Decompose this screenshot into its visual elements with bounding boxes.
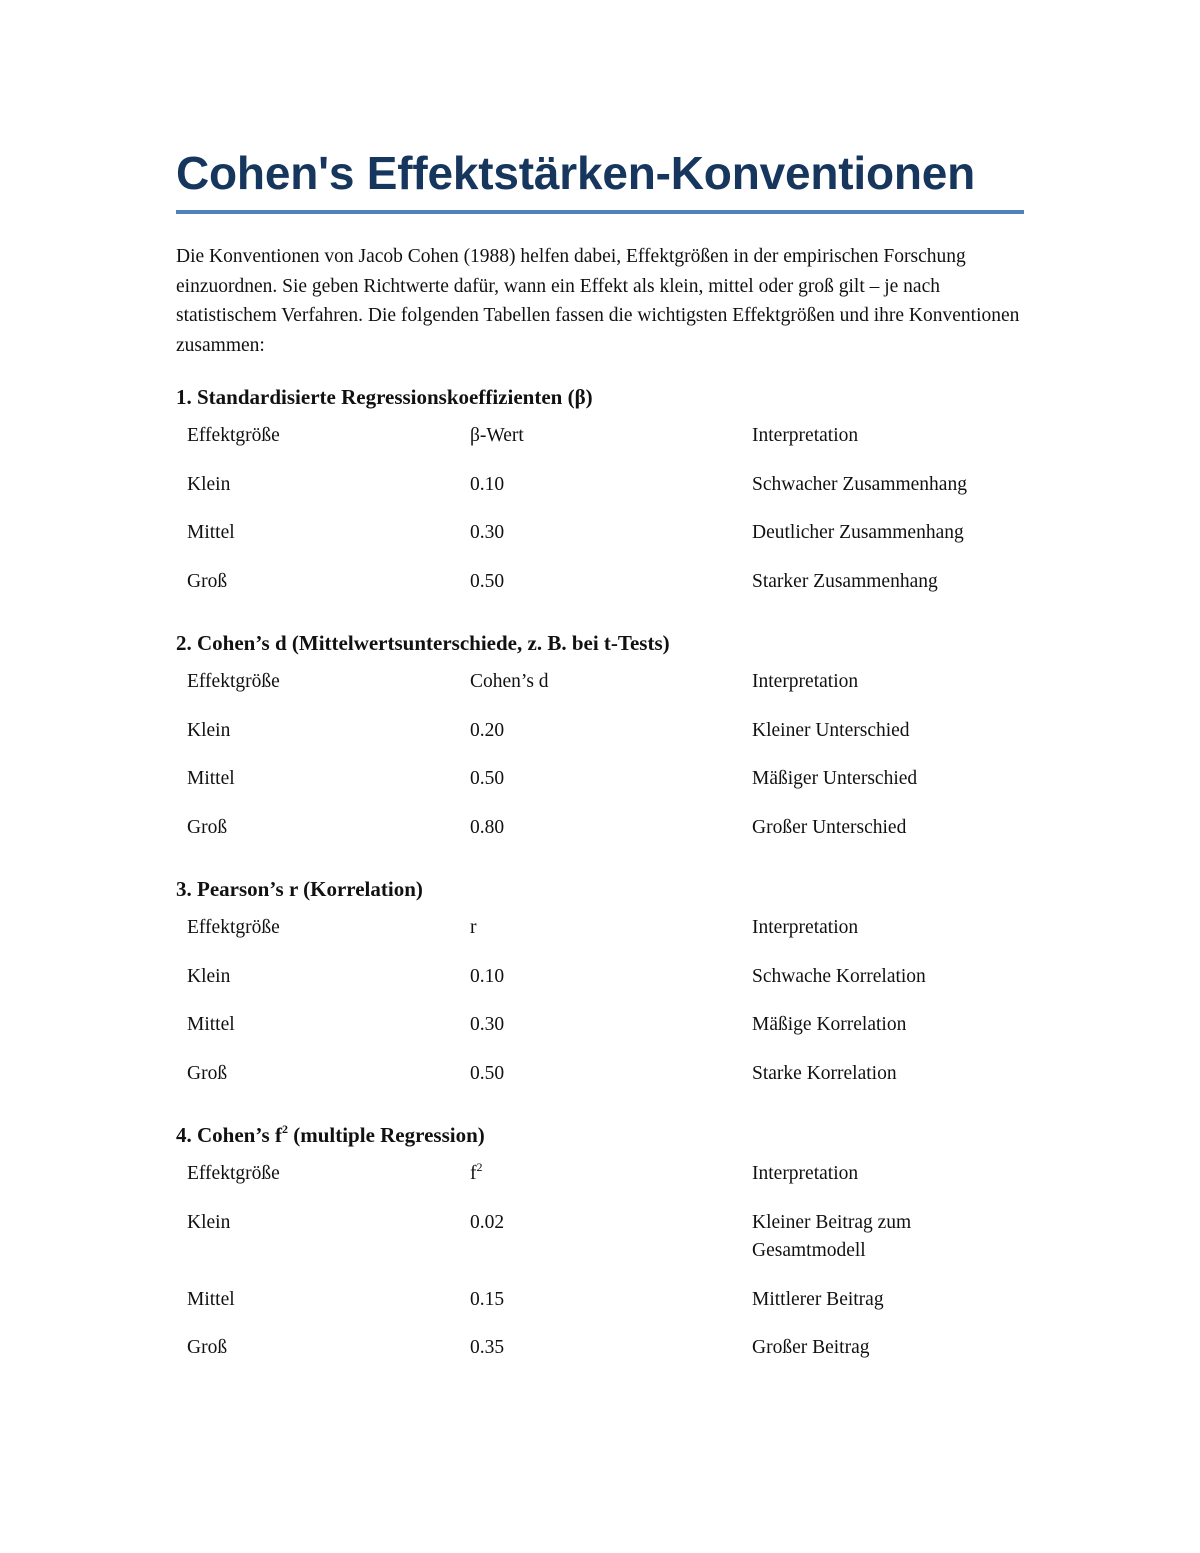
table-cell: Klein: [187, 719, 231, 741]
table-row: [176, 1334, 1024, 1383]
superscript-2: 2: [281, 1122, 288, 1136]
table-cell: Groß: [187, 816, 228, 838]
table-cell: Starke Korrelation: [752, 1062, 897, 1084]
table-row: [176, 765, 1024, 814]
table-cell: Deutlicher Zusammenhang: [752, 522, 964, 543]
table-cell: Schwache Korrelation: [752, 965, 926, 987]
table-cell: Kleiner Unterschied: [752, 719, 910, 741]
section-heading: [176, 1120, 1024, 1150]
table-row: [176, 471, 1024, 520]
table-cell: Klein: [187, 965, 231, 987]
table-cell: 0.15: [470, 1288, 505, 1310]
table-cell: Mittel: [187, 522, 235, 543]
table-header-cell: [459, 1160, 741, 1209]
table-cell: 0.80: [470, 816, 505, 838]
table-cell: 0.30: [470, 1014, 505, 1035]
table-row: [176, 1286, 1024, 1335]
table-row: [176, 814, 1024, 863]
section-heading: 1. Standardisierte Regressionskoeffizienten (β): [176, 385, 593, 409]
table-header-row: [176, 422, 1024, 471]
table-cell: 0.50: [470, 768, 505, 789]
table-cell: Mäßiger Unterschied: [752, 768, 918, 789]
table-cell: Mittel: [187, 768, 235, 789]
table-header-cell: Interpretation: [752, 1163, 859, 1184]
table-cell: Kleiner Beitrag zum Gesamtmodell: [752, 1211, 912, 1261]
table-cell: Mittel: [187, 1288, 235, 1310]
superscript-2: 2: [476, 1159, 483, 1174]
document-page: [176, 140, 1024, 1395]
table-cell: 0.20: [470, 719, 505, 741]
convention-table: [176, 914, 1024, 1108]
table-cell: Mittel: [187, 1014, 235, 1035]
table-cell: Klein: [187, 1211, 231, 1233]
table-row: [176, 519, 1024, 568]
table-cell: 0.30: [470, 522, 505, 543]
table-cell: 0.10: [470, 473, 505, 495]
table-header-cell: Effektgröße: [187, 425, 280, 446]
table-cell: Großer Unterschied: [752, 816, 907, 838]
intro-paragraph: Die Konventionen von Jacob Cohen (1988) helfen dabei, Effektgrößen in der empirischen Forschung einzuordnen. Sie geben Richtwerte dafür, wann ein Effekt als klein, mittel oder groß gilt – je nach statistischem Verfahren. Die folgenden Tabellen fassen die wichtigsten Effektgrößen und ihre Konventionen zusammen:: [176, 246, 1020, 356]
title-underline: [176, 210, 1024, 214]
convention-table: [176, 422, 1024, 616]
table-cell: 0.50: [470, 1062, 505, 1084]
table-cell: Groß: [187, 1337, 228, 1358]
table-cell: Groß: [187, 570, 228, 592]
table-header-row: [176, 914, 1024, 963]
table-row: [176, 1209, 1024, 1286]
table-row: [176, 717, 1024, 766]
section-heading: 3. Pearson’s r (Korrelation): [176, 877, 423, 901]
table-row: [176, 1060, 1024, 1109]
header-f-label: f: [470, 1163, 477, 1184]
table-header-cell: Effektgröße: [187, 671, 280, 692]
table-row: [176, 1011, 1024, 1060]
section-heading-suffix: (multiple Regression): [287, 1123, 485, 1147]
table-header-cell: Interpretation: [752, 425, 859, 446]
table-header-row: [176, 1160, 1024, 1209]
table-cell: 0.02: [470, 1211, 505, 1233]
table-cell: 0.10: [470, 965, 505, 987]
section-heading-prefix: 4. Cohen’s f: [176, 1123, 282, 1147]
convention-table: [176, 1160, 1024, 1383]
table-header-cell: r: [470, 917, 477, 938]
convention-table: [176, 668, 1024, 862]
table-header-cell: Interpretation: [752, 671, 859, 692]
page-title: Cohen's Effektstärken-Konventionen: [176, 147, 976, 199]
table-cell: Schwacher Zusammenhang: [752, 473, 967, 495]
table-row: [176, 963, 1024, 1012]
table-cell: Starker Zusammenhang: [752, 570, 938, 592]
table-header-cell: Cohen’s d: [470, 671, 549, 692]
table-header-row: [176, 668, 1024, 717]
table-cell: Mittlerer Beitrag: [752, 1288, 884, 1310]
table-row: [176, 568, 1024, 617]
table-cell: 0.35: [470, 1337, 505, 1358]
table-cell: Klein: [187, 473, 231, 495]
table-cell: Mäßige Korrelation: [752, 1014, 907, 1035]
table-header-cell: Interpretation: [752, 917, 859, 938]
section-heading: 2. Cohen’s d (Mittelwertsunterschiede, z. B. bei t-Tests): [176, 631, 670, 655]
table-header-cell: Effektgröße: [187, 917, 280, 938]
table-cell: Großer Beitrag: [752, 1337, 870, 1358]
table-cell: Groß: [187, 1062, 228, 1084]
table-cell: 0.50: [470, 570, 505, 592]
table-header-cell: Effektgröße: [187, 1163, 280, 1184]
table-header-cell: β-Wert: [470, 425, 524, 446]
